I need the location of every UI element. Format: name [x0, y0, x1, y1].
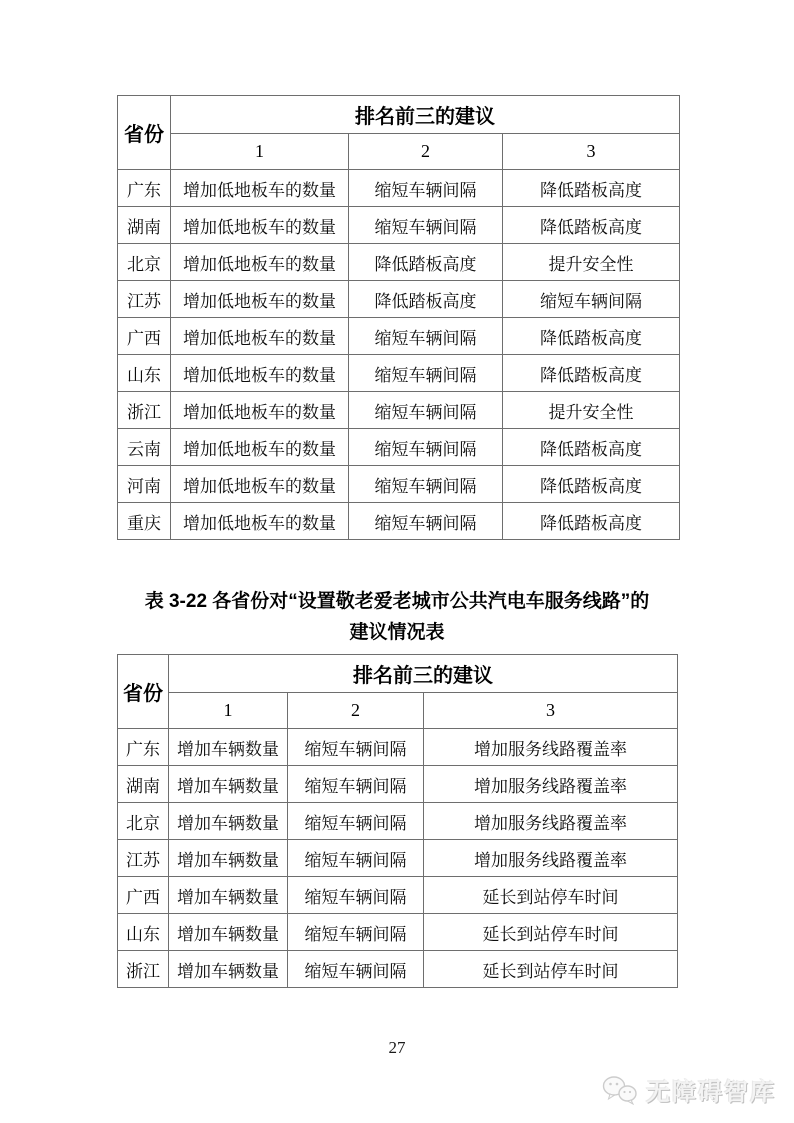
- table-caption-line2: 建议情况表: [349, 622, 445, 643]
- table-row: [118, 318, 680, 355]
- province-cell: 广东: [118, 170, 171, 207]
- table-header-row: [118, 96, 680, 134]
- suggestion-cell: 缩短车辆间隔: [288, 914, 424, 951]
- table-rank-row: [118, 693, 678, 729]
- province-cell: 浙江: [118, 392, 171, 429]
- table-row: [118, 877, 678, 914]
- suggestion-cell: 缩短车辆间隔: [503, 281, 680, 318]
- province-cell: 湖南: [118, 766, 169, 803]
- province-cell: 云南: [118, 429, 171, 466]
- province-cell: 广东: [118, 729, 169, 766]
- province-cell: 湖南: [118, 207, 171, 244]
- suggestion-cell: 延长到站停车时间: [424, 877, 678, 914]
- suggestion-cell: 缩短车辆间隔: [349, 207, 503, 244]
- suggestion-cell: 降低踏板高度: [503, 466, 680, 503]
- page-number: 27: [388, 1038, 406, 1057]
- suggestion-cell: 降低踏板高度: [503, 429, 680, 466]
- province-cell: 山东: [118, 914, 169, 951]
- suggestion-cell: 缩短车辆间隔: [288, 729, 424, 766]
- suggestion-cell: 缩短车辆间隔: [349, 466, 503, 503]
- suggestion-cell: 缩短车辆间隔: [288, 951, 424, 988]
- suggestion-cell: 降低踏板高度: [503, 503, 680, 540]
- suggestion-cell: 缩短车辆间隔: [349, 392, 503, 429]
- suggestion-cell: 延长到站停车时间: [424, 914, 678, 951]
- suggestion-cell: 增加低地板车的数量: [171, 207, 349, 244]
- province-cell: 山东: [118, 355, 171, 392]
- table-row: [118, 803, 678, 840]
- suggestion-cell: 增加低地板车的数量: [171, 503, 349, 540]
- suggestion-cell: 降低踏板高度: [503, 355, 680, 392]
- table-header-row: [118, 655, 678, 693]
- table-row: [118, 170, 680, 207]
- suggestion-cell: 降低踏板高度: [503, 170, 680, 207]
- suggestion-cell: 增加车辆数量: [169, 803, 288, 840]
- table-row: [118, 729, 678, 766]
- suggestion-cell: 降低踏板高度: [349, 244, 503, 281]
- suggestion-cell: 增加低地板车的数量: [171, 170, 349, 207]
- suggestion-cell: 增加车辆数量: [169, 729, 288, 766]
- suggestion-cell: 增加车辆数量: [169, 877, 288, 914]
- suggestion-cell: 增加服务线路覆盖率: [424, 729, 678, 766]
- rank-3-header-cell: 3: [503, 134, 680, 170]
- suggestion-cell: 增加车辆数量: [169, 914, 288, 951]
- suggestions-table-service-lines: [117, 654, 678, 988]
- province-cell: 江苏: [118, 840, 169, 877]
- suggestion-cell: 提升安全性: [503, 392, 680, 429]
- top3-header-cell: 排名前三的建议: [169, 655, 678, 693]
- suggestion-cell: 增加服务线路覆盖率: [424, 766, 678, 803]
- suggestion-cell: 增加服务线路覆盖率: [424, 803, 678, 840]
- wechat-logo-icon: [602, 1075, 638, 1105]
- table-row: [118, 466, 680, 503]
- table-caption-line1: 表 3-22 各省份对“设置敬老爱老城市公共汽电车服务线路”的: [144, 591, 650, 612]
- suggestion-cell: 缩短车辆间隔: [349, 318, 503, 355]
- table-row: [118, 766, 678, 803]
- suggestion-cell: 增加低地板车的数量: [171, 466, 349, 503]
- suggestion-cell: 缩短车辆间隔: [288, 877, 424, 914]
- table-row: [118, 244, 680, 281]
- suggestion-cell: 增加低地板车的数量: [171, 355, 349, 392]
- rank-2-header-cell: 2: [288, 693, 424, 729]
- table-row: [118, 951, 678, 988]
- suggestion-cell: 降低踏板高度: [503, 318, 680, 355]
- suggestion-cell: 降低踏板高度: [503, 207, 680, 244]
- table-rank-row: [118, 134, 680, 170]
- province-cell: 江苏: [118, 281, 171, 318]
- suggestion-cell: 延长到站停车时间: [424, 951, 678, 988]
- suggestion-cell: 增加低地板车的数量: [171, 392, 349, 429]
- province-cell: 广西: [118, 877, 169, 914]
- suggestion-cell: 增加车辆数量: [169, 766, 288, 803]
- watermark-brand-text: 无障碍智库: [646, 1079, 776, 1106]
- suggestion-cell: 增加低地板车的数量: [171, 244, 349, 281]
- rank-1-header-cell: 1: [169, 693, 288, 729]
- suggestion-cell: 缩短车辆间隔: [288, 803, 424, 840]
- table-row: [118, 914, 678, 951]
- suggestion-cell: 增加服务线路覆盖率: [424, 840, 678, 877]
- suggestion-cell: 缩短车辆间隔: [349, 429, 503, 466]
- watermark: [602, 1072, 776, 1107]
- province-cell: 河南: [118, 466, 171, 503]
- suggestion-cell: 缩短车辆间隔: [349, 170, 503, 207]
- suggestion-cell: 增加车辆数量: [169, 840, 288, 877]
- suggestion-cell: 缩短车辆间隔: [349, 355, 503, 392]
- table-row: [118, 503, 680, 540]
- suggestion-cell: 缩短车辆间隔: [349, 503, 503, 540]
- province-header-cell: 省份: [118, 655, 169, 729]
- suggestion-cell: 降低踏板高度: [349, 281, 503, 318]
- top3-header-cell: 排名前三的建议: [171, 96, 680, 134]
- suggestion-cell: 缩短车辆间隔: [288, 766, 424, 803]
- table-row: [118, 281, 680, 318]
- suggestion-cell: 增加低地板车的数量: [171, 429, 349, 466]
- province-cell: 广西: [118, 318, 171, 355]
- suggestion-cell: 增加低地板车的数量: [171, 318, 349, 355]
- suggestion-cell: 提升安全性: [503, 244, 680, 281]
- rank-2-header-cell: 2: [349, 134, 503, 170]
- province-cell: 浙江: [118, 951, 169, 988]
- table-row: [118, 207, 680, 244]
- province-cell: 重庆: [118, 503, 171, 540]
- province-header-cell: 省份: [118, 96, 171, 170]
- table-row: [118, 355, 680, 392]
- table-row: [118, 429, 680, 466]
- suggestions-table-low-floor: [117, 95, 680, 540]
- suggestion-cell: 增加车辆数量: [169, 951, 288, 988]
- suggestion-cell: 缩短车辆间隔: [288, 840, 424, 877]
- table-caption: [0, 586, 794, 648]
- table-row: [118, 840, 678, 877]
- suggestion-cell: 增加低地板车的数量: [171, 281, 349, 318]
- province-cell: 北京: [118, 244, 171, 281]
- province-cell: 北京: [118, 803, 169, 840]
- table-row: [118, 392, 680, 429]
- rank-1-header-cell: 1: [171, 134, 349, 170]
- rank-3-header-cell: 3: [424, 693, 678, 729]
